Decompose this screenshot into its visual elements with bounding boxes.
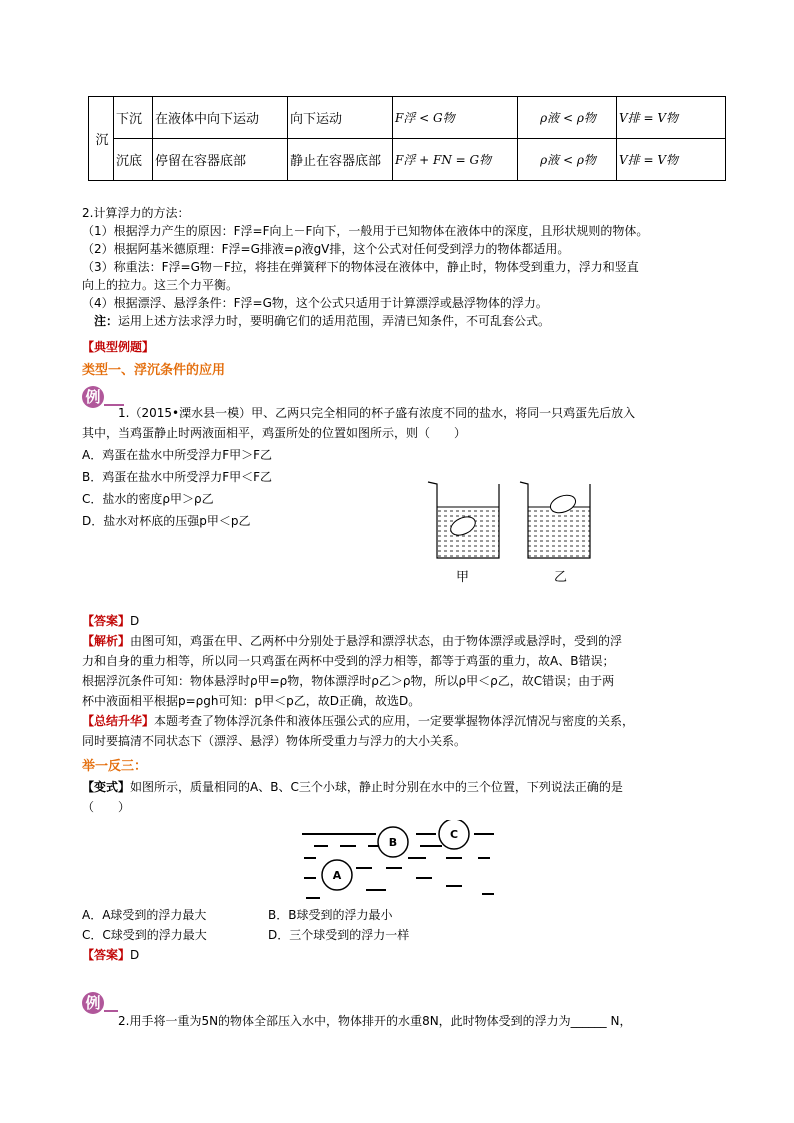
q2-line: 2.用手将一重为5N的物体全部压入水中，物体排开的水重8N，此时物体受到的浮力为______ N， xyxy=(118,1014,632,1028)
balls-figure xyxy=(296,820,496,904)
analysis xyxy=(82,632,622,650)
note-text: 运用上述方法求浮力时，要明确它们的适用范围，弄清已知条件，不可乱套公式。 xyxy=(118,314,551,328)
force-cell: F浮 < G物 xyxy=(393,97,518,139)
beakers-figure xyxy=(420,474,600,586)
note xyxy=(94,312,550,330)
analysis-label: 【解析】 xyxy=(82,634,131,648)
volume-cell: V排 = V物 xyxy=(617,97,726,139)
beaker-yi xyxy=(520,482,590,558)
variant-line1: 如图所示，质量相同的A、B、C三个小球，静止时分别在水中的三个位置，下列说法正确的是 xyxy=(130,780,623,794)
density-cell: ρ液 < ρ物 xyxy=(518,139,617,181)
desc-cell: 在液体中向下运动 xyxy=(153,97,288,139)
methods-title: 2.计算浮力的方法： xyxy=(82,206,190,220)
method-item: （3）称重法：F浮=G物－F拉，将挂在弹簧秤下的物体浸在液体中，静止时，物体受到重力，浮力和竖直 xyxy=(82,260,639,274)
jyfs-heading: 举一反三： xyxy=(82,759,148,774)
ball-label: A xyxy=(332,869,342,882)
answer-1 xyxy=(82,612,139,630)
typical-heading: 【典型例题】 xyxy=(82,340,155,354)
group-label: 沉 xyxy=(89,97,114,181)
density-cell: ρ液 < ρ物 xyxy=(518,97,617,139)
method-item: （4）根据漂浮、悬浮条件：F浮=G物，这个公式只适用于计算漂浮或悬浮物体的浮力。 xyxy=(82,296,548,310)
note-label: 注： xyxy=(94,314,119,328)
volume-cell: V排 = V物 xyxy=(617,139,726,181)
variant-label: 【变式】 xyxy=(82,780,131,794)
fig-label-yi: 乙 xyxy=(554,570,568,585)
buoyancy-table xyxy=(88,96,726,181)
answer-2 xyxy=(82,946,139,964)
summary-label: 【总结升华】 xyxy=(82,714,155,728)
variant-option: B．B球受到的浮力最小 xyxy=(268,908,393,922)
q1-line2: 其中，当鸡蛋静止时两液面相平，鸡蛋所处的位置如图所示，则（ ） xyxy=(82,426,467,440)
analysis-line: 由图可知，鸡蛋在甲、乙两杯中分别处于悬浮和漂浮状态，由于物体漂浮或悬浮时，受到的浮 xyxy=(130,634,623,648)
analysis-line: 根据浮沉条件可知：物体悬浮时ρ甲=ρ物，物体漂浮时ρ乙＞ρ物，所以ρ甲＜ρ乙，故C错误；由于两 xyxy=(82,674,615,688)
q1-option: B．鸡蛋在盐水中所受浮力F甲＜F乙 xyxy=(82,470,273,484)
q1-line1: 1.（2015•溧水县一模）甲、乙两只完全相同的杯子盛有浓度不同的盐水，将同一只鸡蛋先后放入 xyxy=(118,406,636,420)
method-item: （2）根据阿基米德原理：F浮=G排液=ρ液gV排，这个公式对任何受到浮力的物体都适用。 xyxy=(82,242,570,256)
motion-cell: 向下运动 xyxy=(288,97,393,139)
state-cell: 沉底 xyxy=(114,139,153,181)
analysis-line: 杯中液面相平根据p=ρgh可知：p甲＜p乙，故D正确，故选D。 xyxy=(82,694,421,708)
type1-heading: 类型一、浮沉条件的应用 xyxy=(82,363,226,378)
q1-option: D．盐水对杯底的压强p甲＜p乙 xyxy=(82,514,251,528)
ball-label: C xyxy=(449,828,459,841)
q1-option: A．鸡蛋在盐水中所受浮力F甲＞F乙 xyxy=(82,448,273,462)
fig-label-jia: 甲 xyxy=(456,570,470,585)
table-row xyxy=(89,139,726,181)
state-cell: 下沉 xyxy=(114,97,153,139)
analysis-line: 力和自身的重力相等，所以同一只鸡蛋在两杯中受到的浮力相等，都等于鸡蛋的重力，故A、B错误； xyxy=(82,654,615,668)
summary-line: 同时要搞清不同状态下（漂浮、悬浮）物体所受重力与浮力的大小关系。 xyxy=(82,734,467,748)
badge-underline xyxy=(104,1010,118,1012)
variant-option: C．C球受到的浮力最大 xyxy=(82,928,207,942)
variant-option: A．A球受到的浮力最大 xyxy=(82,908,207,922)
answer-label: 【答案】 xyxy=(82,614,131,628)
table-row xyxy=(89,97,726,139)
example-badge: 例 xyxy=(82,992,104,1014)
answer-label: 【答案】 xyxy=(82,948,131,962)
force-cell: F浮 + FN = G物 xyxy=(393,139,518,181)
answer-value: D xyxy=(130,948,140,962)
summary xyxy=(82,712,634,730)
ball-label: B xyxy=(388,836,398,849)
example-badge: 例 xyxy=(82,386,104,408)
variant xyxy=(82,778,623,796)
summary-line: 本题考查了物体浮沉条件和液体压强公式的应用，一定要掌握物体浮沉情况与密度的关系， xyxy=(154,714,635,728)
q1-option: C．盐水的密度ρ甲＞ρ乙 xyxy=(82,492,214,506)
desc-cell: 停留在容器底部 xyxy=(153,139,288,181)
variant-option: D．三个球受到的浮力一样 xyxy=(268,928,410,942)
method-item: （1）根据浮力产生的原因：F浮=F向上－F向下，一般用于已知物体在液体中的深度，且形状规则的物体。 xyxy=(82,224,649,238)
motion-cell: 静止在容器底部 xyxy=(288,139,393,181)
beaker-jia xyxy=(428,482,499,558)
method-item: 向上的拉力。这三个力平衡。 xyxy=(82,278,239,292)
answer-value: D xyxy=(130,614,140,628)
variant-line2: （ ） xyxy=(82,800,131,814)
